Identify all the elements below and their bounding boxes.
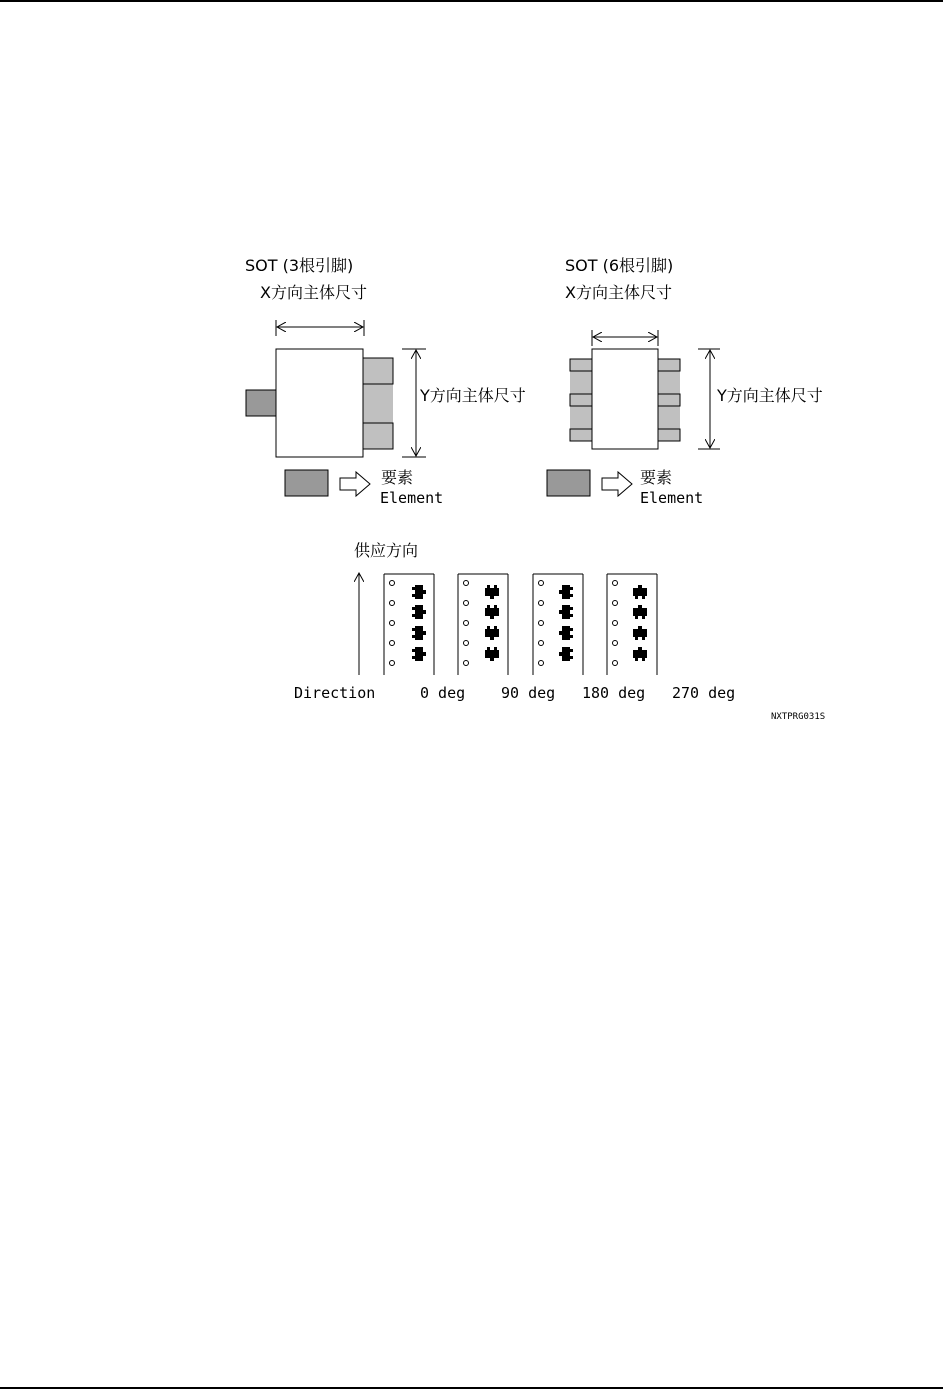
sot3-element-label-cn: 要素 [381,468,414,487]
sot6-lead-left-2 [570,394,592,406]
sot6-x-dimension-label: X方向主体尺寸 [565,283,672,302]
angle-label-180: 180 deg [582,684,646,702]
sot3-lead-band [363,384,393,423]
angle-label-90: 90 deg [501,684,556,702]
tape-0-deg [384,574,434,675]
direction-label: Direction [294,684,376,702]
sot6-lead-right-3 [658,429,680,441]
tape-270-deg [607,574,657,675]
feed-direction-group [294,541,825,722]
sot6-element-arrow-icon [602,472,632,496]
parts-180-deg [559,585,573,661]
bottom-rule [0,1387,943,1389]
sot3-body [276,349,363,457]
sot3-element-arrow-icon [340,472,370,496]
sot3-lead-right-top [363,358,393,384]
parts-270-deg [633,585,647,661]
parts-0-deg [412,585,426,661]
sot6-lead-right-2 [658,394,680,406]
sot3-y-dimension-label: Y方向主体尺寸 [420,386,526,405]
sot6-lead-right-1 [658,359,680,371]
angle-label-0: 0 deg [420,684,466,702]
sot3-element-label-en: Element [380,489,444,507]
parts-90-deg [485,585,499,661]
sot6-lead-left-1 [570,359,592,371]
sot6-title: SOT (6根引脚) [565,256,674,275]
angle-label-270: 270 deg [672,684,736,702]
sot6-element-swatch [547,470,590,496]
sot6-element-label-cn: 要素 [640,468,673,487]
sot3-title: SOT (3根引脚) [245,256,354,275]
tape-90-deg [458,574,508,675]
sot6-body [592,349,658,449]
sot3-lead-right-bottom [363,423,393,449]
sot3-group [245,256,526,507]
sot3-element-swatch [285,470,328,496]
tape-180-deg [533,574,583,675]
sot6-lead-left-3 [570,429,592,441]
sot6-group [547,256,823,507]
sot6-element-label-en: Element [640,489,704,507]
sot3-x-dimension-label: X方向主体尺寸 [260,283,367,302]
feed-direction-label-cn: 供应方向 [354,541,419,560]
sot3-lead-left [246,390,277,416]
figure-id: NXTPRG031S [771,712,826,722]
sot6-y-dimension-label: Y方向主体尺寸 [717,386,823,405]
